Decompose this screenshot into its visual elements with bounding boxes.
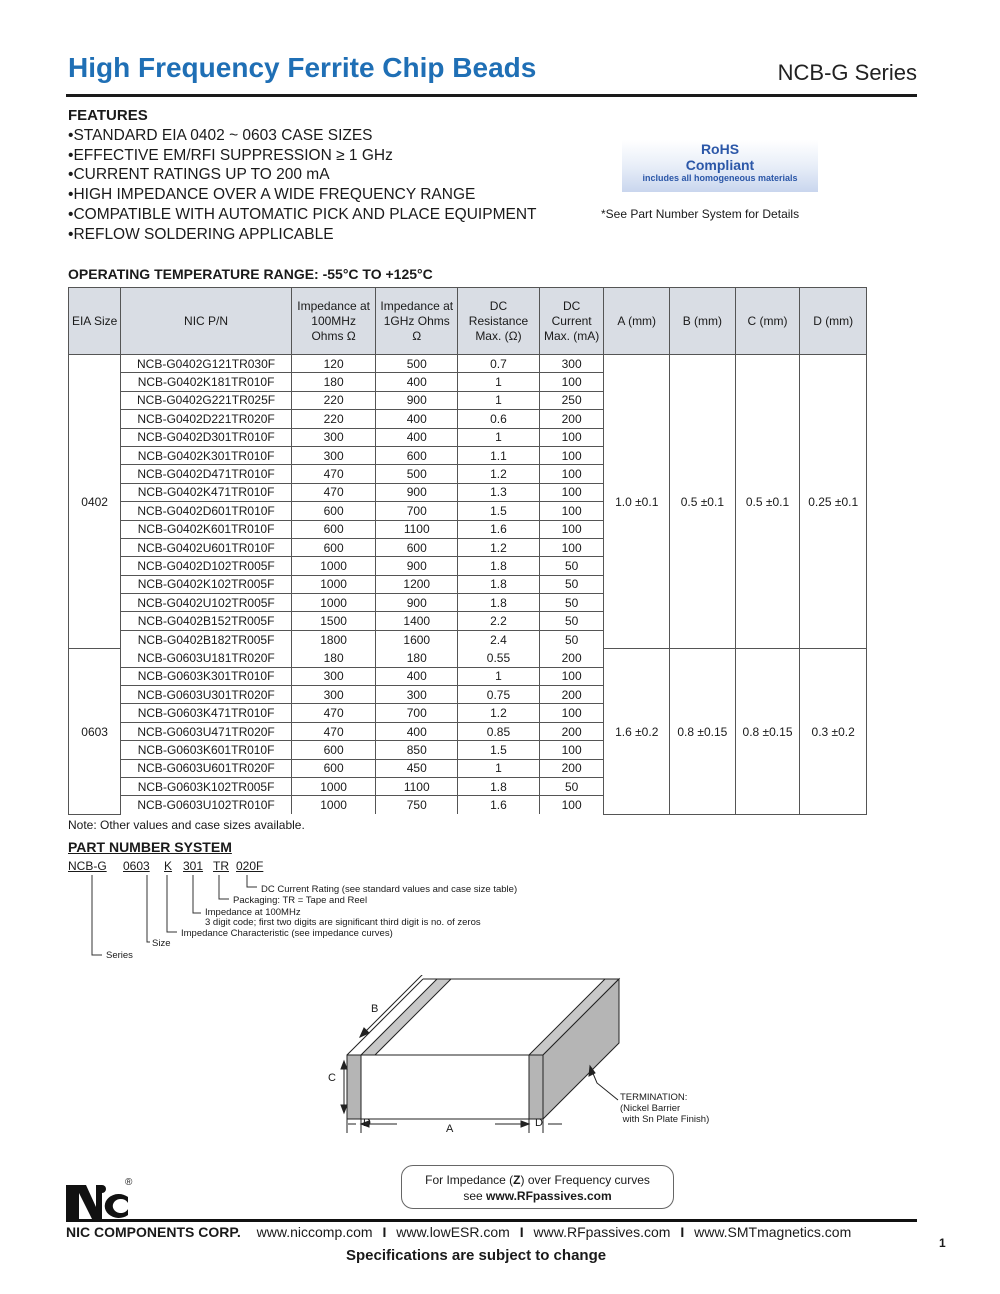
part-number-cell: NCB-G0603K102TR005F [121, 777, 292, 795]
value-cell: 1.3 [458, 483, 540, 501]
part-number-cell: NCB-G0402K301TR010F [121, 446, 292, 464]
impedance-curves-box [401, 1165, 674, 1209]
part-number-cell: NCB-G0402G221TR025F [121, 391, 292, 409]
value-cell: 50 [539, 594, 604, 612]
value-cell: 500 [376, 465, 458, 483]
value-cell: 1800 [291, 630, 376, 648]
value-cell: 1 [458, 667, 540, 685]
disclaimer: Specifications are subject to change [346, 1247, 607, 1264]
value-cell: 100 [539, 428, 604, 446]
value-cell: 1100 [376, 777, 458, 795]
eia-size-cell: 0603 [69, 649, 121, 815]
value-cell: 900 [376, 483, 458, 501]
footer-link-niccomp[interactable]: www.niccomp.com [256, 1224, 373, 1240]
part-number-cell: NCB-G0603U471TR020F [121, 722, 292, 740]
part-number-cell: NCB-G0603K471TR010F [121, 704, 292, 722]
column-header: EIA Size [69, 288, 121, 355]
part-number-cell: NCB-G0603U181TR020F [121, 649, 292, 667]
value-cell: 100 [539, 483, 604, 501]
part-number-cell: NCB-G0402K102TR005F [121, 575, 292, 593]
value-cell: 300 [291, 686, 376, 704]
value-cell: 1.2 [458, 465, 540, 483]
dim-label-b: B [371, 1003, 379, 1015]
page-number: 1 [939, 1236, 946, 1250]
column-header: DC Resistance Max. (Ω) [458, 288, 540, 355]
value-cell: 50 [539, 777, 604, 795]
dimension-a-cell: 1.6 ±0.2 [604, 649, 670, 815]
pns-desc-series: Series [106, 950, 133, 961]
value-cell: 900 [376, 391, 458, 409]
value-cell: 600 [291, 520, 376, 538]
registered-mark: ® [125, 1177, 133, 1188]
part-number-cell: NCB-G0402D301TR010F [121, 428, 292, 446]
value-cell: 1.8 [458, 575, 540, 593]
pns-code-series: NCB-G [68, 859, 107, 873]
value-cell: 1.2 [458, 704, 540, 722]
value-cell: 500 [376, 355, 458, 373]
value-cell: 750 [376, 796, 458, 814]
value-cell: 1 [458, 428, 540, 446]
column-header: DC Current Max. (mA) [539, 288, 604, 355]
part-number-cell: NCB-G0603K601TR010F [121, 741, 292, 759]
value-cell: 120 [291, 355, 376, 373]
value-cell: 1 [458, 391, 540, 409]
termination-line1: TERMINATION: [620, 1092, 688, 1103]
footer-separator: I [519, 1224, 524, 1240]
value-cell: 1.5 [458, 502, 540, 520]
value-cell: 100 [539, 667, 604, 685]
value-cell: 0.6 [458, 410, 540, 428]
value-cell: 900 [376, 557, 458, 575]
value-cell: 450 [376, 759, 458, 777]
value-cell: 1.6 [458, 796, 540, 814]
pns-desc-current: DC Current Rating (see standard values and case size table) [261, 884, 518, 895]
part-number-cell: NCB-G0402B152TR005F [121, 612, 292, 630]
value-cell: 900 [376, 594, 458, 612]
value-cell: 200 [539, 759, 604, 777]
value-cell: 1400 [376, 612, 458, 630]
feature-item: • CURRENT RATINGS UP TO 200 mA [68, 165, 537, 185]
value-cell: 220 [291, 410, 376, 428]
value-cell: 1500 [291, 612, 376, 630]
value-cell: 0.7 [458, 355, 540, 373]
value-cell: 100 [539, 538, 604, 556]
value-cell: 200 [539, 410, 604, 428]
value-cell: 50 [539, 612, 604, 630]
value-cell: 1.8 [458, 594, 540, 612]
footer-bar [66, 1224, 851, 1240]
zbox-z: Z [513, 1173, 521, 1187]
value-cell: 1.1 [458, 446, 540, 464]
pns-code-impedance: 301 [183, 859, 204, 873]
footer-link-smtmagnetics[interactable]: www.SMTmagnetics.com [694, 1224, 852, 1240]
value-cell: 100 [539, 465, 604, 483]
value-cell: 400 [376, 667, 458, 685]
value-cell: 850 [376, 741, 458, 759]
value-cell: 1 [458, 373, 540, 391]
value-cell: 1000 [291, 575, 376, 593]
value-cell: 1000 [291, 777, 376, 795]
value-cell: 1.8 [458, 777, 540, 795]
dimension-c-cell: 0.8 ±0.15 [735, 649, 800, 815]
part-number-cell: NCB-G0402D102TR005F [121, 557, 292, 575]
value-cell: 300 [376, 686, 458, 704]
pns-code-characteristic: K [164, 859, 173, 873]
rohs-line3: includes all homogeneous materials [642, 173, 798, 183]
part-number-cell: NCB-G0402U601TR010F [121, 538, 292, 556]
column-header: C (mm) [735, 288, 800, 355]
feature-item: • STANDARD EIA 0402 ~ 0603 CASE SIZES [68, 126, 537, 146]
column-header: A (mm) [604, 288, 670, 355]
value-cell: 2.4 [458, 630, 540, 648]
value-cell: 600 [376, 446, 458, 464]
page-title: High Frequency Ferrite Chip Beads [68, 52, 537, 83]
rohs-line2: Compliant [685, 157, 755, 173]
termination-note [620, 1092, 709, 1125]
value-cell: 400 [376, 428, 458, 446]
rohs-line1: RoHS [700, 141, 740, 157]
value-cell: 300 [291, 428, 376, 446]
value-cell: 600 [376, 538, 458, 556]
pns-desc-characteristic: Impedance Characteristic (see impedance curves) [181, 928, 393, 939]
column-header: D (mm) [800, 288, 867, 355]
pns-desc-impedance: Impedance at 100MHz [205, 907, 301, 918]
value-cell: 220 [291, 391, 376, 409]
value-cell: 1000 [291, 796, 376, 814]
part-number-cell: NCB-G0402D221TR020F [121, 410, 292, 428]
value-cell: 700 [376, 704, 458, 722]
value-cell: 300 [291, 667, 376, 685]
value-cell: 1000 [291, 557, 376, 575]
zbox-text: see [463, 1189, 487, 1203]
value-cell: 470 [291, 483, 376, 501]
termination-line3: with Sn Plate Finish) [620, 1114, 710, 1125]
dim-label-c: C [328, 1072, 336, 1084]
value-cell: 180 [291, 373, 376, 391]
value-cell: 1600 [376, 630, 458, 648]
value-cell: 470 [291, 704, 376, 722]
value-cell: 200 [539, 686, 604, 704]
feature-item: • REFLOW SOLDERING APPLICABLE [68, 225, 537, 245]
part-number-cell: NCB-G0603U301TR020F [121, 686, 292, 704]
value-cell: 100 [539, 704, 604, 722]
footer-separator: I [680, 1224, 685, 1240]
value-cell: 100 [539, 741, 604, 759]
value-cell: 100 [539, 446, 604, 464]
table-note: Note: Other values and case sizes available. [68, 818, 305, 832]
value-cell: 180 [291, 649, 376, 667]
corp-name: NIC COMPONENTS CORP. [66, 1224, 241, 1240]
value-cell: 470 [291, 465, 376, 483]
value-cell: 200 [539, 722, 604, 740]
eia-size-cell: 0402 [69, 355, 121, 649]
value-cell: 400 [376, 410, 458, 428]
value-cell: 700 [376, 502, 458, 520]
zbox-text: ) over Frequency curves [520, 1173, 650, 1187]
value-cell: 200 [539, 649, 604, 667]
rfpassives-link[interactable]: www.RFpassives.com [486, 1189, 612, 1203]
dimension-a-cell: 1.0 ±0.1 [604, 355, 670, 649]
pns-desc-size: Size [152, 938, 171, 949]
value-cell: 600 [291, 759, 376, 777]
footer-rule [66, 1219, 917, 1222]
pns-code-current: 020 [236, 859, 257, 873]
footer-link-rfpassives[interactable]: www.RFpassives.com [533, 1224, 671, 1240]
column-header: Impedance at 100MHz Ohms Ω [291, 288, 376, 355]
zbox-text: For Impedance ( [425, 1173, 514, 1187]
value-cell: 1100 [376, 520, 458, 538]
pns-code-finish: F [256, 859, 264, 873]
value-cell: 100 [539, 796, 604, 814]
value-cell: 50 [539, 557, 604, 575]
pns-desc-impedance-code: 3 digit code; first two digits are significant third digit is no. of zeros [205, 917, 481, 928]
part-number-cell: NCB-G0603U102TR010F [121, 796, 292, 814]
value-cell: 1.5 [458, 741, 540, 759]
value-cell: 180 [376, 649, 458, 667]
part-number-heading: PART NUMBER SYSTEM [68, 839, 232, 855]
value-cell: 100 [539, 520, 604, 538]
dim-label-d-right: D [535, 1117, 543, 1129]
part-number-cell: NCB-G0603U601TR020F [121, 759, 292, 777]
part-number-cell: NCB-G0402B182TR005F [121, 630, 292, 648]
value-cell: 300 [291, 446, 376, 464]
dimension-b-cell: 0.5 ±0.1 [670, 355, 736, 649]
value-cell: 400 [376, 722, 458, 740]
dimension-b-cell: 0.8 ±0.15 [670, 649, 736, 815]
value-cell: 1.2 [458, 538, 540, 556]
pns-code-packaging: TR [213, 859, 229, 873]
value-cell: 1200 [376, 575, 458, 593]
value-cell: 400 [376, 373, 458, 391]
dimension-d-cell: 0.3 ±0.2 [800, 649, 867, 815]
nic-logo [66, 1183, 128, 1221]
value-cell: 50 [539, 575, 604, 593]
rohs-note: *See Part Number System for Details [601, 207, 800, 221]
feature-item: • HIGH IMPEDANCE OVER A WIDE FREQUENCY RANGE [68, 185, 537, 205]
value-cell: 0.55 [458, 649, 540, 667]
footer-separator: I [382, 1224, 387, 1240]
value-cell: 1.6 [458, 520, 540, 538]
value-cell: 100 [539, 502, 604, 520]
value-cell: 600 [291, 741, 376, 759]
value-cell: 600 [291, 502, 376, 520]
value-cell: 1.8 [458, 557, 540, 575]
value-cell: 600 [291, 538, 376, 556]
feature-item: • EFFECTIVE EM/RFI SUPPRESSION ≥ 1 GHz [68, 146, 537, 166]
part-number-cell: NCB-G0402K181TR010F [121, 373, 292, 391]
value-cell: 1 [458, 759, 540, 777]
pns-code-size: 0603 [123, 859, 150, 873]
part-number-cell: NCB-G0402U102TR005F [121, 594, 292, 612]
part-number-cell: NCB-G0402K471TR010F [121, 483, 292, 501]
column-header: NIC P/N [121, 288, 292, 355]
features-heading: FEATURES [68, 107, 148, 124]
column-header: B (mm) [670, 288, 736, 355]
part-number-cell: NCB-G0402D471TR010F [121, 465, 292, 483]
series-label: NCB-G Series [777, 60, 917, 85]
part-number-cell: NCB-G0402G121TR030F [121, 355, 292, 373]
value-cell: 1000 [291, 594, 376, 612]
termination-line2: (Nickel Barrier [620, 1103, 681, 1114]
temperature-range-heading: OPERATING TEMPERATURE RANGE: -55°C TO +125°C [68, 266, 433, 282]
dimension-c-cell: 0.5 ±0.1 [735, 355, 800, 649]
value-cell: 250 [539, 391, 604, 409]
part-number-cell: NCB-G0402K601TR010F [121, 520, 292, 538]
value-cell: 0.75 [458, 686, 540, 704]
value-cell: 50 [539, 630, 604, 648]
part-number-cell: NCB-G0402D601TR010F [121, 502, 292, 520]
dim-label-d-left: D [363, 1117, 371, 1129]
value-cell: 0.85 [458, 722, 540, 740]
pns-desc-packaging: Packaging: TR = Tape and Reel [233, 895, 368, 906]
column-header: Impedance at 1GHz Ohms Ω [376, 288, 458, 355]
value-cell: 2.2 [458, 612, 540, 630]
dim-label-a: A [446, 1123, 454, 1135]
dimension-d-cell: 0.25 ±0.1 [800, 355, 867, 649]
value-cell: 470 [291, 722, 376, 740]
feature-item: • COMPATIBLE WITH AUTOMATIC PICK AND PLACE EQUIPMENT [68, 205, 537, 225]
value-cell: 300 [539, 355, 604, 373]
footer-link-lowesr[interactable]: www.lowESR.com [396, 1224, 510, 1240]
value-cell: 100 [539, 373, 604, 391]
part-number-cell: NCB-G0603K301TR010F [121, 667, 292, 685]
